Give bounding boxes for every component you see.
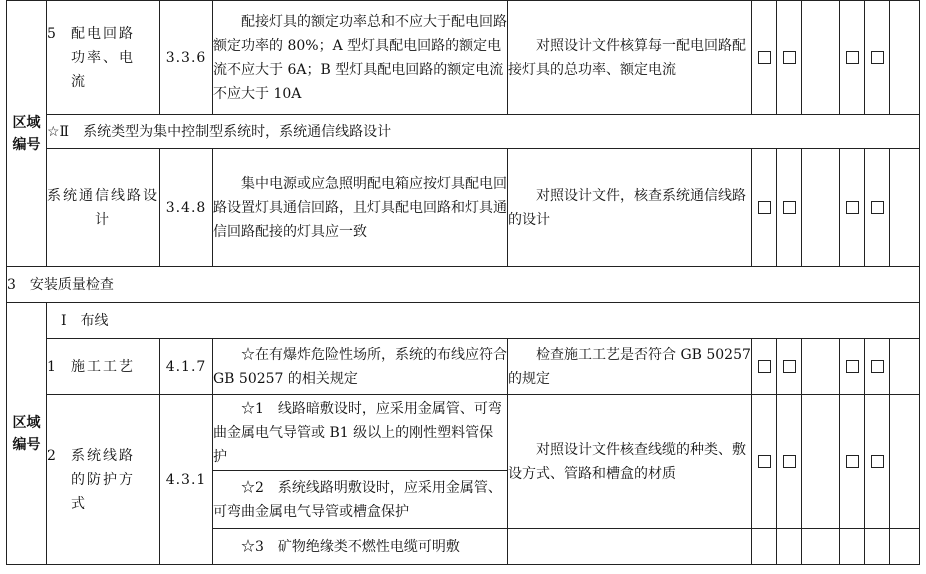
blank-cell	[508, 529, 752, 565]
check-method: 检查施工工艺是否符合 GB 50257 的规定	[508, 339, 752, 395]
blank-cell	[802, 395, 840, 529]
item-number: 5	[47, 25, 56, 42]
clause-number: 3.3.6	[160, 1, 213, 115]
checkbox-cell[interactable]	[752, 1, 777, 115]
inspection-table	[6, 0, 920, 565]
blank-cell	[802, 1, 840, 115]
checkbox-cell[interactable]	[777, 339, 802, 395]
table-row	[7, 115, 920, 149]
region-label: 区域编号	[7, 303, 47, 565]
checkbox-cell[interactable]	[840, 395, 865, 529]
item-name: 系统通信线路设计	[47, 149, 160, 267]
check-method: 对照设计文件核算每一配电回路配接灯具的总功率、额定电流	[508, 1, 752, 115]
requirement-text: ☆在有爆炸危险性场所，系统的布线应符合 GB 50257 的相关规定	[213, 339, 508, 395]
blank-cell	[840, 529, 865, 565]
item-name: 配电回路功率、电流	[71, 25, 135, 90]
checkbox-cell[interactable]	[777, 149, 802, 267]
table-row	[7, 339, 920, 395]
checkbox[interactable]	[783, 51, 796, 64]
blank-cell	[802, 529, 840, 565]
blank-cell	[865, 529, 890, 565]
region-label: 区域编号	[7, 1, 47, 267]
check-method: 对照设计文件，核查系统通信线路的设计	[508, 149, 752, 267]
subsection-heading: ☆Ⅱ 系统类型为集中控制型系统时，系统通信线路设计	[47, 115, 920, 149]
blank-cell	[752, 529, 777, 565]
checkbox[interactable]	[871, 51, 884, 64]
clause-number: 4.3.1	[160, 395, 213, 565]
blank-cell	[802, 149, 840, 267]
checkbox[interactable]	[871, 455, 884, 468]
blank-cell	[890, 395, 920, 529]
checkbox[interactable]	[846, 360, 859, 373]
checkbox-cell[interactable]	[865, 1, 890, 115]
blank-cell	[890, 529, 920, 565]
checkbox-cell[interactable]	[752, 149, 777, 267]
item-name: 施工工艺	[71, 358, 135, 375]
table-row	[7, 149, 920, 267]
checkbox-cell[interactable]	[752, 395, 777, 529]
blank-cell	[890, 1, 920, 115]
item-name: 系统线路的防护方式	[71, 447, 135, 512]
checkbox[interactable]	[783, 455, 796, 468]
checkbox[interactable]	[846, 201, 859, 214]
item-number: 2	[47, 447, 56, 464]
requirement-text: ☆1 线路暗敷设时，应采用金属管、可弯曲金属电气导管或 B1 级以上的刚性塑料管保护	[213, 395, 508, 471]
checkbox-cell[interactable]	[840, 1, 865, 115]
checkbox-cell[interactable]	[777, 395, 802, 529]
blank-cell	[890, 339, 920, 395]
requirement-text: 集中电源或应急照明配电箱应按灯具配电回路设置灯具通信回路，且灯具配电回路和灯具通信回路配接的灯具应一致	[213, 149, 508, 267]
blank-cell	[802, 339, 840, 395]
checkbox-cell[interactable]	[865, 339, 890, 395]
table-row	[7, 303, 920, 339]
checkbox[interactable]	[783, 360, 796, 373]
requirement-text: 配接灯具的额定功率总和不应大于配电回路额定功率的 80%；A 型灯具配电回路的额定电流不应大于 6A；B 型灯具配电回路的额定电流不应大于 10A	[213, 1, 508, 115]
blank-cell	[890, 149, 920, 267]
checkbox[interactable]	[871, 360, 884, 373]
item-name-cell	[47, 395, 160, 565]
checkbox[interactable]	[758, 360, 771, 373]
checkbox-cell[interactable]	[840, 339, 865, 395]
checkbox[interactable]	[846, 51, 859, 64]
checkbox[interactable]	[846, 455, 859, 468]
checkbox[interactable]	[758, 51, 771, 64]
checkbox-cell[interactable]	[777, 1, 802, 115]
table-row	[7, 1, 920, 115]
checkbox-cell[interactable]	[865, 395, 890, 529]
checkbox[interactable]	[758, 201, 771, 214]
checkbox-cell[interactable]	[865, 149, 890, 267]
checkbox-cell[interactable]	[840, 149, 865, 267]
subsection-heading: Ⅰ 布线	[47, 303, 920, 339]
table-row	[7, 395, 920, 471]
item-name-cell	[47, 339, 160, 395]
checkbox[interactable]	[783, 201, 796, 214]
section-heading: 3 安装质量检查	[7, 267, 920, 303]
clause-number: 3.4.8	[160, 149, 213, 267]
requirement-text: ☆2 系统线路明敷设时，应采用金属管、可弯曲金属电气导管或槽盒保护	[213, 471, 508, 529]
check-method: 对照设计文件核查线缆的种类、敷设方式、管路和槽盒的材质	[508, 395, 752, 529]
checkbox[interactable]	[871, 201, 884, 214]
requirement-text: ☆3 矿物绝缘类不燃性电缆可明敷	[213, 529, 508, 565]
blank-cell	[777, 529, 802, 565]
item-number: 1	[47, 358, 56, 375]
checkbox[interactable]	[758, 455, 771, 468]
table-row	[7, 267, 920, 303]
clause-number: 4.1.7	[160, 339, 213, 395]
checkbox-cell[interactable]	[752, 339, 777, 395]
item-name-cell	[47, 1, 160, 115]
